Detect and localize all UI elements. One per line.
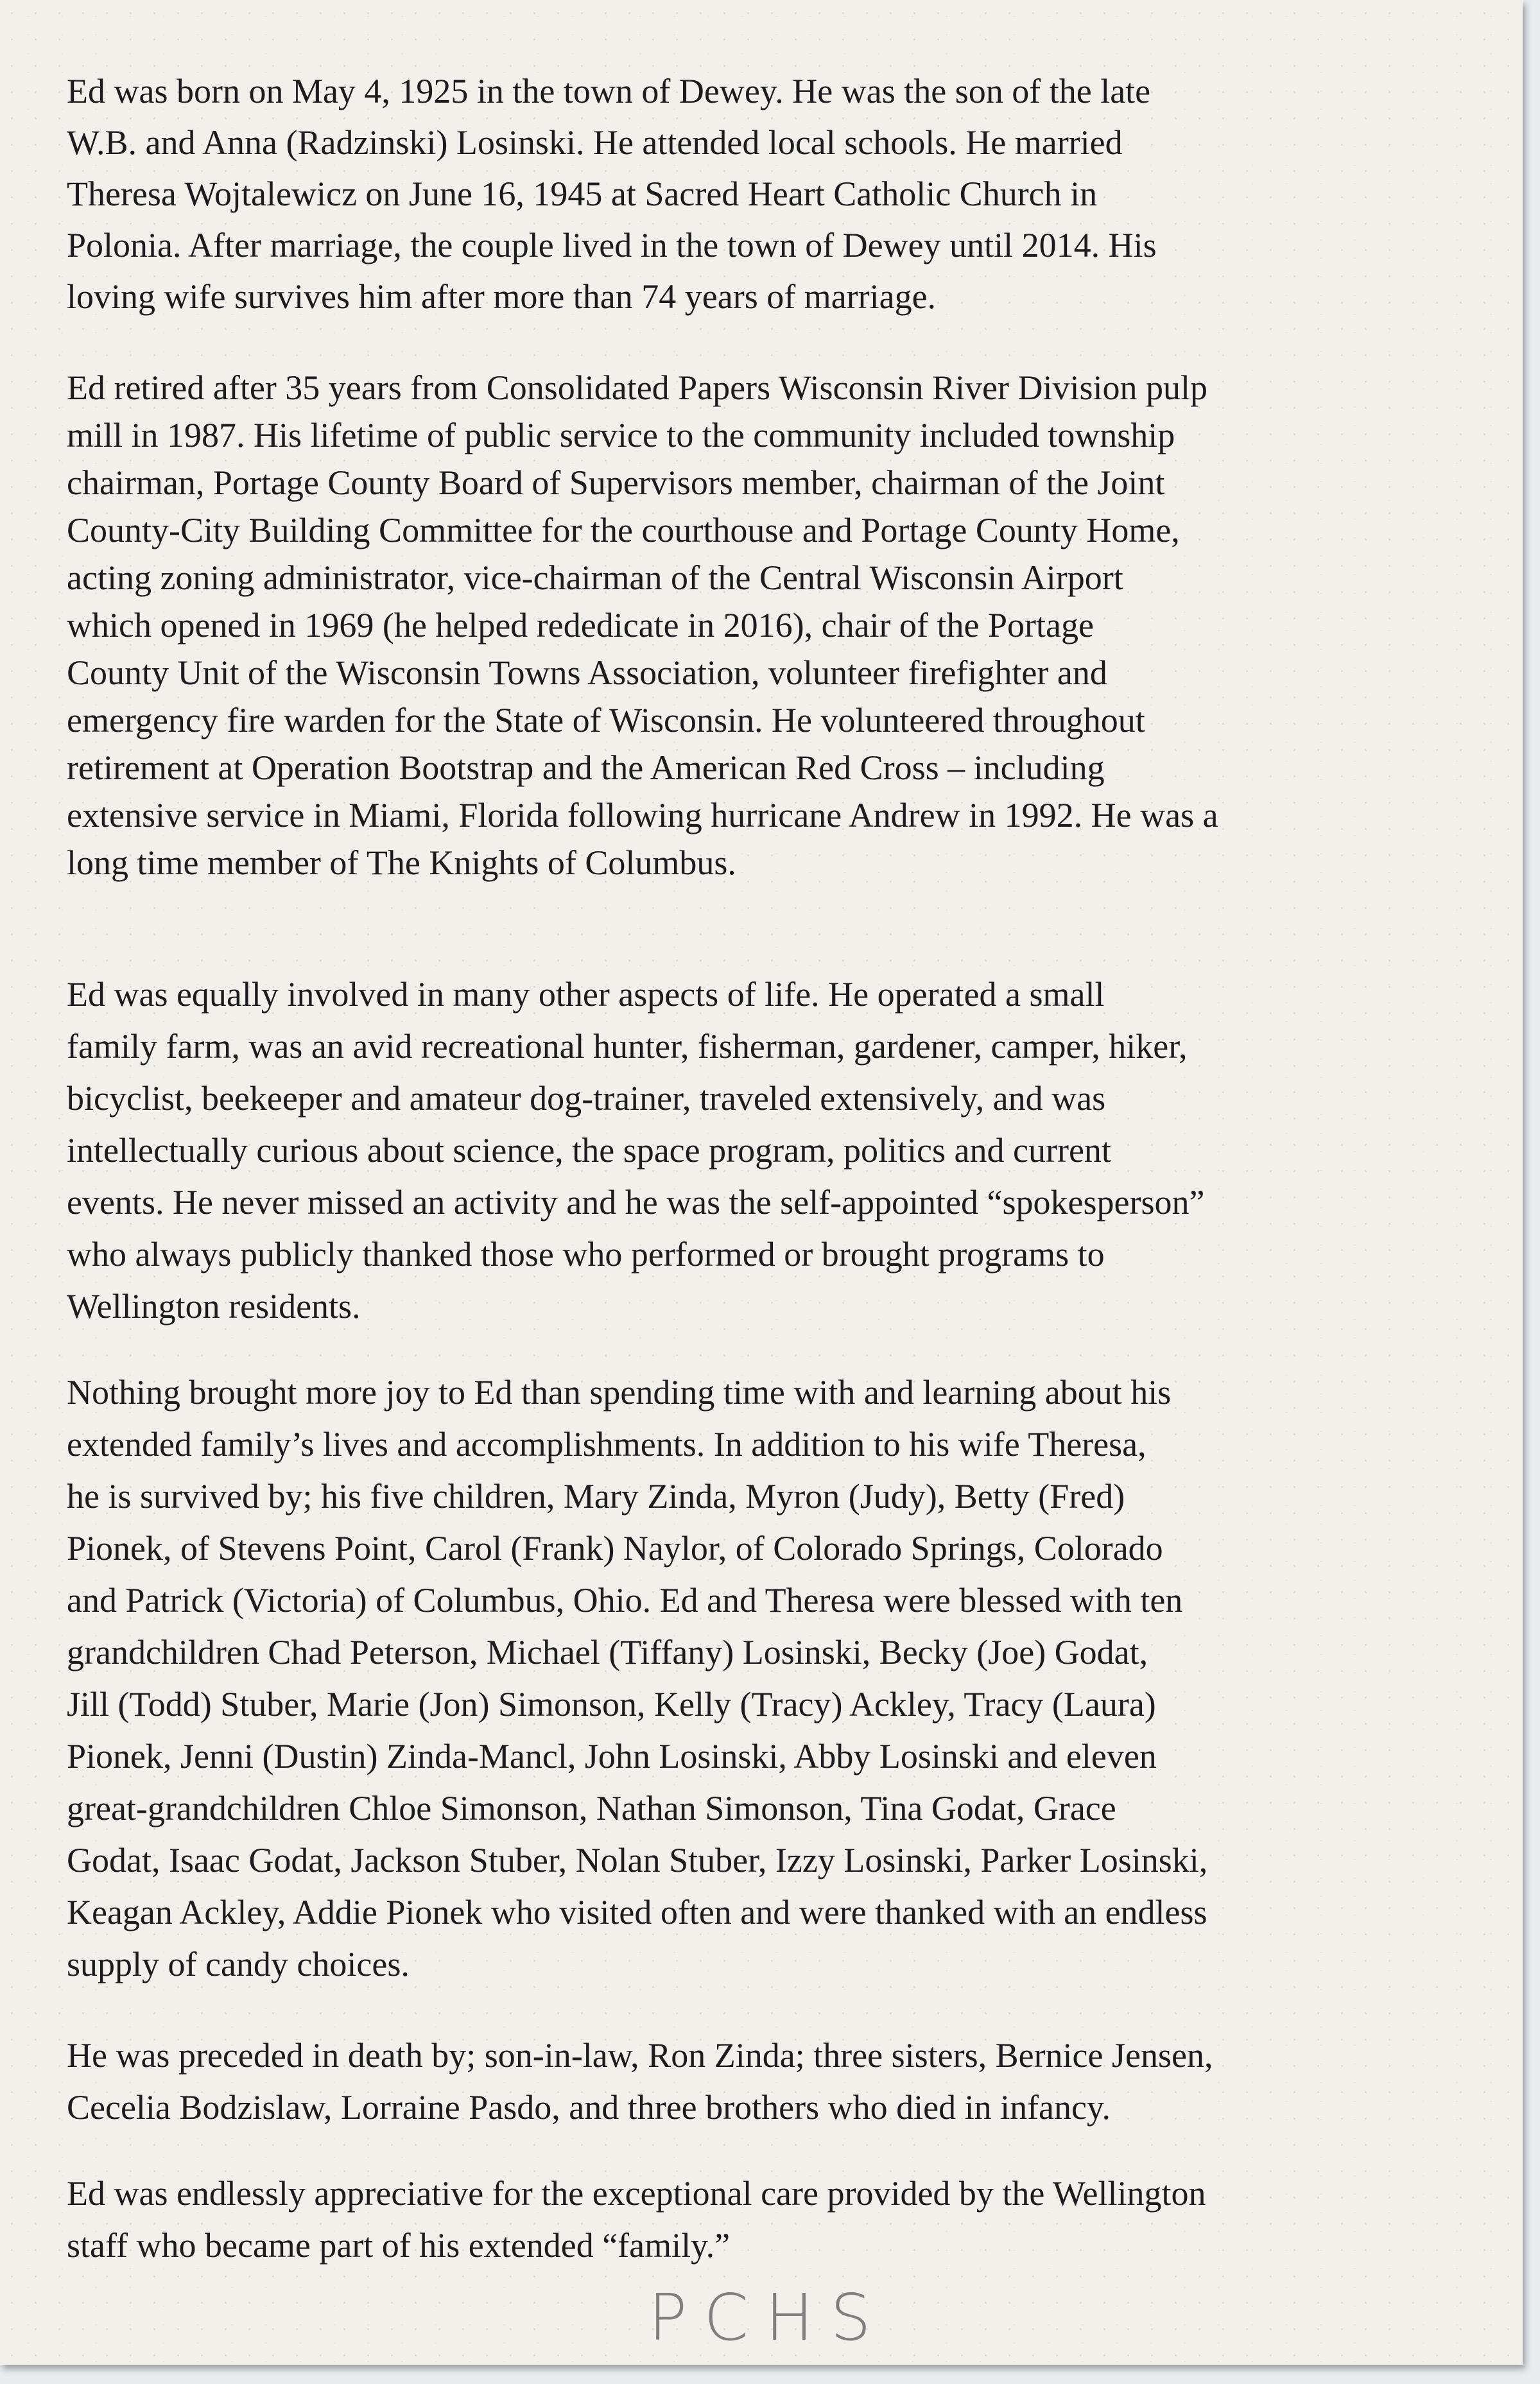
text-line: W.B. and Anna (Radzinski) Losinski. He attended local schools. He married: [67, 123, 1123, 162]
paragraph-career-service: [67, 364, 1218, 886]
text-line: supply of candy choices.: [67, 1945, 410, 1983]
text-line: Pionek, Jenni (Dustin) Zinda-Mancl, John Losinski, Abby Losinski and eleven: [67, 1737, 1157, 1775]
text-line: Godat, Isaac Godat, Jackson Stuber, Nolan Stuber, Izzy Losinski, Parker Losinski,: [67, 1841, 1208, 1879]
text-line: who always publicly thanked those who performed or brought programs to: [67, 1235, 1105, 1274]
paragraph-appreciation: [67, 2168, 1206, 2272]
paragraph-birth-marriage: [67, 65, 1157, 322]
text-line: and Patrick (Victoria) of Columbus, Ohio. Ed and Theresa were blessed with ten: [67, 1581, 1183, 1620]
text-line: Polonia. After marriage, the couple lived in the town of Dewey until 2014. His: [67, 226, 1157, 264]
text-line: bicyclist, beekeeper and amateur dog-trainer, traveled extensively, and was: [67, 1079, 1106, 1118]
text-line: Ed retired after 35 years from Consolidated Papers Wisconsin River Division pulp: [67, 368, 1207, 407]
text-line: Nothing brought more joy to Ed than spending time with and learning about his: [67, 1373, 1172, 1412]
text-line: chairman, Portage County Board of Supervisors member, chairman of the Joint: [67, 463, 1165, 502]
text-line: grandchildren Chad Peterson, Michael (Tiffany) Losinski, Becky (Joe) Godat,: [67, 1633, 1148, 1671]
text-line: loving wife survives him after more than 74 years of marriage.: [67, 277, 937, 316]
text-line: Wellington residents.: [67, 1287, 361, 1326]
text-line: He was preceded in death by; son-in-law, Ron Zinda; three sisters, Bernice Jensen,: [67, 2036, 1213, 2075]
text-line: mill in 1987. His lifetime of public service to the community included township: [67, 416, 1175, 454]
text-line: which opened in 1969 (he helped rededicate in 2016), chair of the Portage: [67, 606, 1094, 644]
text-line: great-grandchildren Chloe Simonson, Nathan Simonson, Tina Godat, Grace: [67, 1789, 1116, 1827]
paragraph-interests: [67, 969, 1204, 1333]
text-line: events. He never missed an activity and he was the self-appointed “spokesperson”: [67, 1183, 1205, 1222]
text-line: long time member of The Knights of Columbus.: [67, 843, 736, 882]
text-line: Ed was endlessly appreciative for the exceptional care provided by the Wellington: [67, 2174, 1206, 2213]
text-line: staff who became part of his extended “family.”: [67, 2226, 731, 2265]
text-line: Ed was equally involved in many other aspects of life. He operated a small: [67, 975, 1105, 1014]
paragraph-preceded-in-death: [67, 2030, 1213, 2134]
text-line: acting zoning administrator, vice-chairman of the Central Wisconsin Airport: [67, 558, 1123, 597]
paragraph-survivors: [67, 1367, 1207, 1991]
text-line: Keagan Ackley, Addie Pionek who visited often and were thanked with an endless: [67, 1893, 1207, 1931]
text-line: County-City Building Committee for the courthouse and Portage County Home,: [67, 511, 1180, 549]
text-line: intellectually curious about science, the space program, politics and current: [67, 1131, 1111, 1170]
text-line: County Unit of the Wisconsin Towns Association, volunteer firefighter and: [67, 653, 1107, 692]
text-line: Pionek, of Stevens Point, Carol (Frank) Naylor, of Colorado Springs, Colorado: [67, 1529, 1163, 1568]
text-line: Jill (Todd) Stuber, Marie (Jon) Simonson, Kelly (Tracy) Ackley, Tracy (Laura): [67, 1685, 1156, 1723]
text-line: he is survived by; his five children, Mary Zinda, Myron (Judy), Betty (Fred): [67, 1477, 1125, 1516]
text-line: Ed was born on May 4, 1925 in the town of Dewey. He was the son of the late: [67, 72, 1151, 110]
pchs-watermark: PCHS: [648, 2280, 888, 2355]
text-line: Cecelia Bodzislaw, Lorraine Pasdo, and three brothers who died in infancy.: [67, 2088, 1111, 2127]
text-line: extensive service in Miami, Florida following hurricane Andrew in 1992. He was a: [67, 796, 1218, 834]
text-line: family farm, was an avid recreational hunter, fisherman, gardener, camper, hiker,: [67, 1027, 1188, 1066]
text-line: Theresa Wojtalewicz on June 16, 1945 at Sacred Heart Catholic Church in: [67, 175, 1098, 213]
text-line: retirement at Operation Bootstrap and the American Red Cross – including: [67, 748, 1105, 787]
text-line: extended family’s lives and accomplishments. In addition to his wife Theresa,: [67, 1425, 1146, 1464]
text-line: emergency fire warden for the State of Wisconsin. He volunteered throughout: [67, 701, 1145, 739]
